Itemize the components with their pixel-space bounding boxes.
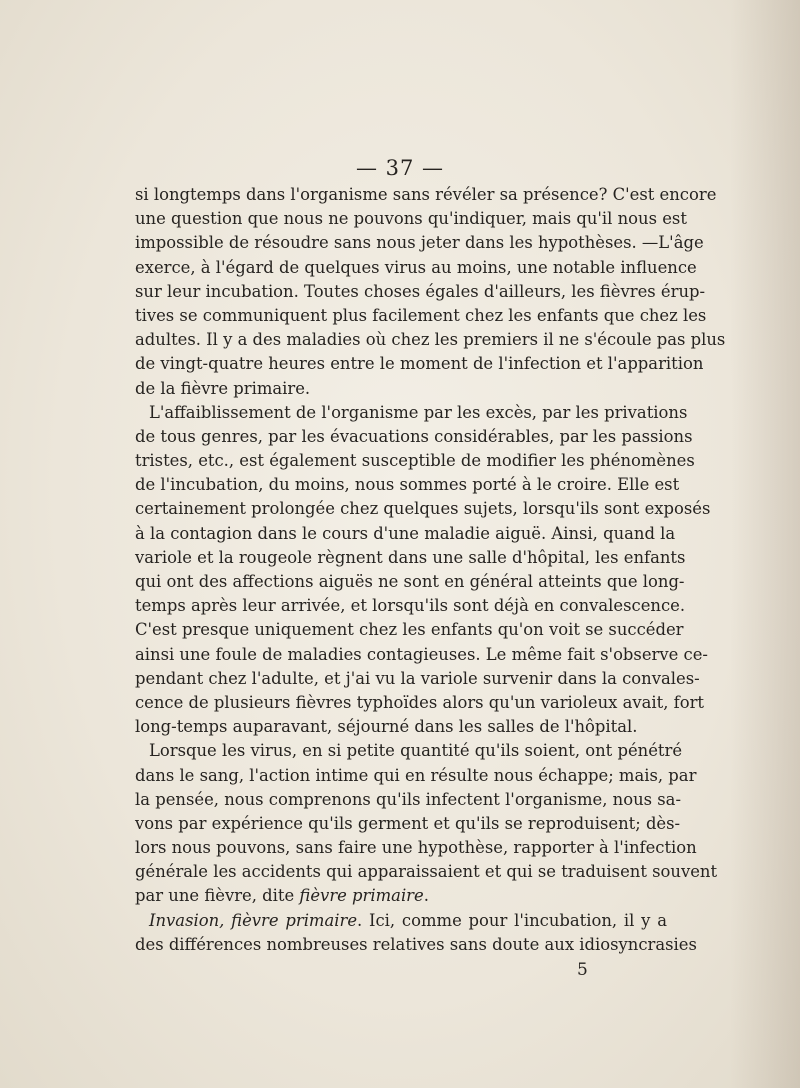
text-line — [135, 231, 704, 255]
text-line — [135, 352, 704, 376]
line-text: tives se communiquent plus facilement chez les enfants que chez les — [135, 305, 707, 325]
line-text: cence de plusieurs fièvres typhoïdes alors qu'un varioleux avait, fort — [135, 692, 705, 712]
body-text — [135, 183, 726, 957]
line-text: une question que nous ne pouvons qu'indiquer, mais qu'il nous est — [135, 209, 687, 229]
text-line — [135, 183, 717, 207]
line-text: exerce, à l'égard de quelques virus au moins, une notable influence — [135, 257, 697, 277]
text-line — [135, 473, 680, 497]
page-number-header: — 37 — — [355, 156, 445, 180]
line-text: sur leur incubation. Toutes choses égales d'ailleurs, les fièvres érup- — [135, 281, 706, 301]
text-line — [135, 425, 693, 449]
line-text: variole et la rougeole règnent dans une salle d'hôpital, les enfants — [135, 547, 686, 567]
text-line — [135, 497, 711, 521]
text-line — [135, 304, 707, 328]
text-line — [135, 522, 676, 546]
line-text: par une fièvre, dite — [135, 886, 300, 906]
text-line — [135, 207, 687, 231]
text-line — [135, 667, 700, 691]
line-text: long-temps auparavant, séjourné dans les salles de l'hôpital. — [135, 717, 638, 737]
text-line — [135, 933, 697, 957]
text-line — [135, 256, 697, 280]
line-text: impossible de résoudre sans nous jeter dans les hypothèses. —L'âge — [135, 233, 704, 253]
text-line — [135, 377, 667, 401]
line-text: adultes. Il y a des maladies où chez les premiers il ne s'écoule pas plus — [135, 330, 726, 350]
text-line — [135, 328, 726, 352]
text-line — [135, 836, 697, 860]
signature-mark: 5 — [577, 960, 588, 980]
text-line — [135, 570, 685, 594]
text-line — [135, 643, 708, 667]
line-text: si longtemps dans l'organisme sans révéler sa présence? C'est encore — [135, 185, 717, 204]
text-line — [135, 764, 697, 788]
line-tail: . — [423, 886, 429, 906]
text-line — [135, 618, 684, 642]
line-text: générale les accidents qui apparaissaient et qui se traduisent souvent — [135, 862, 718, 882]
line-text: certainement prolongée chez quelques sujets, lorsqu'ils sont exposés — [135, 499, 711, 519]
line-text: de la fièvre primaire. — [135, 378, 311, 398]
line-text: vons par expérience qu'ils germent et qu'ils se reproduisent; dès- — [135, 813, 681, 833]
line-text: . Ici, comme pour l'incubation, il y a — [357, 910, 667, 930]
text-line — [135, 739, 683, 763]
line-text: la pensée, nous comprenons qu'ils infectent l'organisme, nous sa- — [135, 789, 681, 809]
text-line — [135, 909, 667, 933]
text-line — [135, 401, 688, 425]
text-line — [135, 812, 681, 836]
line-text: Lorsque les virus, en si petite quantité qu'ils soient, ont pénétré — [149, 741, 683, 761]
line-text: L'affaiblissement de l'organisme par les excès, par les privations — [149, 402, 688, 422]
text-line — [135, 860, 718, 884]
line-text: dans le sang, l'action intime qui en résulte nous échappe; mais, par — [135, 765, 697, 785]
text-line — [135, 691, 705, 715]
text-line — [135, 715, 667, 739]
italic-term: fièvre primaire — [299, 886, 424, 906]
line-text: tristes, etc., est également susceptible de modifier les phénomènes — [135, 451, 695, 471]
line-text: des différences nombreuses relatives sans doute aux idiosyncrasies — [135, 934, 697, 954]
text-line — [135, 546, 686, 570]
line-text: de l'incubation, du moins, nous sommes porté à le croire. Elle est — [135, 475, 680, 495]
line-text: pendant chez l'adulte, et j'ai vu la variole survenir dans la convales- — [135, 668, 700, 688]
italic-heading: Invasion, fièvre primaire — [149, 910, 358, 930]
text-line — [135, 884, 667, 908]
line-text: qui ont des affections aiguës ne sont en général atteints que long- — [135, 572, 685, 591]
line-text: lors nous pouvons, sans faire une hypothèse, rapporter à l'infection — [135, 838, 697, 858]
text-line — [135, 788, 681, 812]
text-line — [135, 280, 706, 304]
line-text: temps après leur arrivée, et lorsqu'ils sont déjà en convalescence. — [135, 596, 686, 616]
line-text: à la contagion dans le cours d'une maladie aiguë. Ainsi, quand la — [135, 523, 676, 543]
line-text: ainsi une foule de maladies contagieuses. Le même fait s'observe ce- — [135, 644, 708, 664]
text-line — [135, 449, 695, 473]
text-line — [135, 594, 686, 618]
line-text: de vingt-quatre heures entre le moment de l'infection et l'apparition — [135, 354, 704, 374]
line-text: de tous genres, par les évacuations considérables, par les passions — [135, 426, 693, 446]
line-text: C'est presque uniquement chez les enfants qu'on voit se succéder — [135, 620, 684, 640]
